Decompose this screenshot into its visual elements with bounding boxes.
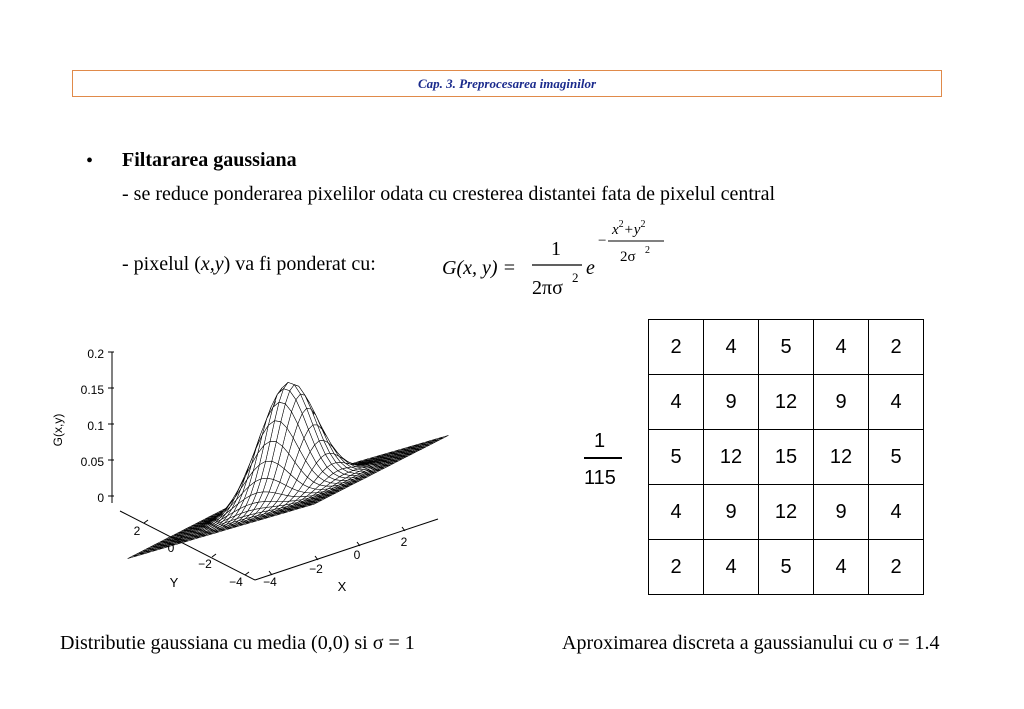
y-axis-tick bbox=[144, 520, 148, 523]
kernel-cell: 9 bbox=[704, 375, 759, 430]
kernel-cell: 2 bbox=[869, 320, 924, 375]
exp-x-power: 2 bbox=[618, 219, 624, 230]
gaussian-surface-plot bbox=[40, 335, 460, 610]
x-tick-0: 0 bbox=[353, 548, 361, 562]
y-tick-2: 2 bbox=[133, 524, 141, 538]
kernel-scale-numerator: 1 bbox=[594, 430, 606, 452]
gaussian-formula bbox=[440, 210, 680, 310]
x-tick-neg2: −2 bbox=[309, 562, 323, 576]
kernel-cell: 5 bbox=[649, 430, 704, 485]
kernel-cell: 4 bbox=[869, 375, 924, 430]
x-axis-label: X bbox=[337, 579, 347, 594]
y-tick-neg2: −2 bbox=[198, 557, 212, 571]
header-title: Cap. 3. Preprocesarea imaginilor bbox=[417, 75, 597, 91]
kernel-cell: 12 bbox=[759, 375, 814, 430]
kernel-scale-denominator: 115 bbox=[584, 467, 616, 489]
header-box bbox=[72, 70, 942, 97]
kernel-cell: 9 bbox=[814, 375, 869, 430]
description-line: - se reduce ponderarea pixelilor odata cu cresterea distantei fata de pixelul central bbox=[122, 183, 775, 205]
kernel-row bbox=[649, 320, 924, 375]
z-tick-0: 0 bbox=[97, 491, 104, 505]
gaussian-kernel-matrix bbox=[648, 319, 924, 595]
y-axis-tick bbox=[245, 572, 249, 575]
kernel-cell: 4 bbox=[814, 320, 869, 375]
kernel-row bbox=[649, 540, 924, 595]
caption-left: Distributie gaussiana cu media (0,0) si σ = 1 bbox=[60, 632, 415, 654]
formula-exp-denominator: 2σ bbox=[620, 249, 636, 265]
z-tick-0.05: 0.05 bbox=[80, 455, 104, 469]
kernel-cell: 5 bbox=[869, 430, 924, 485]
formula-numerator: 1 bbox=[551, 238, 561, 260]
surface-mesh bbox=[128, 382, 449, 558]
formula-denominator: 2πσ bbox=[532, 277, 563, 299]
caption-right: Aproximarea discreta a gaussianului cu σ = 1.4 bbox=[562, 632, 940, 654]
kernel-cell: 2 bbox=[869, 540, 924, 595]
weight-line bbox=[122, 253, 376, 276]
kernel-cell: 2 bbox=[649, 540, 704, 595]
x-tick-2: 2 bbox=[400, 535, 408, 549]
kernel-cell: 12 bbox=[704, 430, 759, 485]
surface-cell bbox=[128, 555, 139, 559]
formula-exp-sign: − bbox=[598, 233, 607, 249]
kernel-row bbox=[649, 430, 924, 485]
section-heading: Filtararea gaussiana bbox=[122, 149, 297, 171]
z-axis-label: G(x,y) bbox=[51, 413, 65, 447]
exp-plus-y: +y bbox=[623, 222, 641, 238]
y-tick-neg4: −4 bbox=[229, 575, 243, 589]
kernel-scale-bar bbox=[584, 457, 622, 459]
weight-line-vars: x,y bbox=[200, 253, 224, 275]
x-tick-neg4: −4 bbox=[263, 575, 277, 589]
kernel-cell: 12 bbox=[759, 485, 814, 540]
formula-exp-numerator: $x^2+y^2$ bbox=[612, 219, 646, 238]
z-tick-0.2: 0.2 bbox=[87, 347, 104, 361]
kernel-cell: 9 bbox=[814, 485, 869, 540]
kernel-cell: 4 bbox=[814, 540, 869, 595]
formula-exp-base: e bbox=[586, 257, 595, 279]
weight-line-prefix: - pixelul ( bbox=[122, 253, 201, 275]
kernel-cell: 12 bbox=[814, 430, 869, 485]
kernel-row bbox=[649, 485, 924, 540]
weight-line-suffix: ) va fi ponderat cu: bbox=[223, 253, 376, 275]
kernel-cell: 4 bbox=[704, 320, 759, 375]
kernel-cell: 9 bbox=[704, 485, 759, 540]
y-axis-label: Y bbox=[169, 575, 179, 590]
kernel-row bbox=[649, 375, 924, 430]
kernel-cell: 4 bbox=[649, 375, 704, 430]
formula-lhs: G(x, y) = bbox=[442, 257, 517, 279]
formula-denominator-power: 2 bbox=[572, 270, 579, 285]
kernel-cell: 4 bbox=[649, 485, 704, 540]
kernel-cell: 15 bbox=[759, 430, 814, 485]
kernel-cell: 4 bbox=[704, 540, 759, 595]
y-tick-0: 0 bbox=[167, 541, 175, 555]
kernel-cell: 5 bbox=[759, 540, 814, 595]
bullet-point: • bbox=[86, 150, 94, 172]
exp-denominator-power: 2 bbox=[645, 245, 650, 256]
z-tick-0.1: 0.1 bbox=[87, 419, 104, 433]
kernel-cell: 4 bbox=[869, 485, 924, 540]
z-tick-0.15: 0.15 bbox=[80, 383, 104, 397]
kernel-cell: 5 bbox=[759, 320, 814, 375]
x-axis-line bbox=[255, 519, 438, 580]
y-axis-tick bbox=[212, 554, 216, 557]
kernel-cell: 2 bbox=[649, 320, 704, 375]
exp-y-power: 2 bbox=[640, 219, 646, 230]
